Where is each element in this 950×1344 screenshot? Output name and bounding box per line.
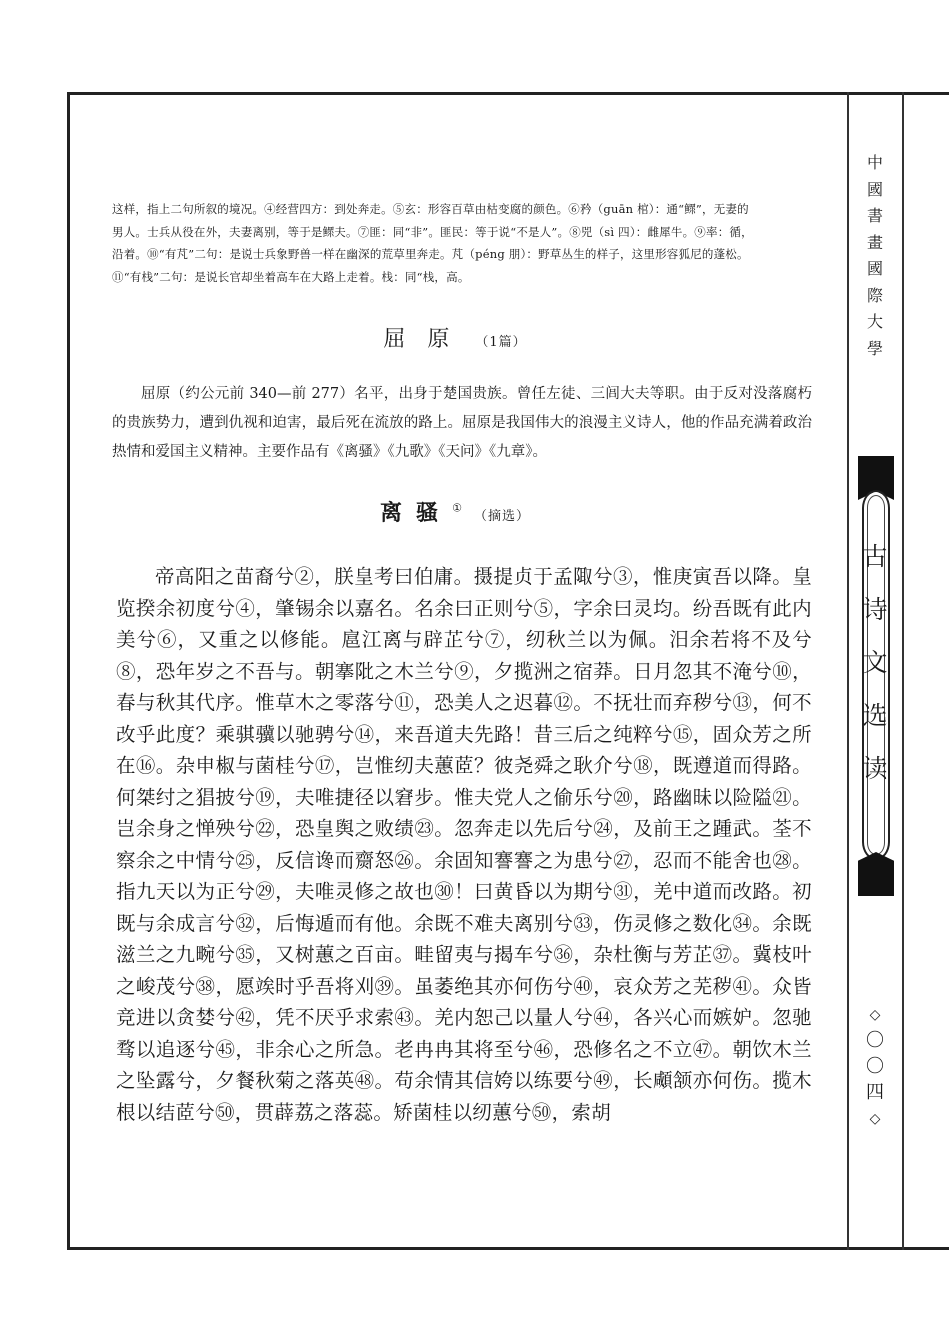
page-number <box>852 1002 898 1132</box>
poem-heading <box>0 496 910 527</box>
series-char: 國 <box>866 179 883 199</box>
footnotes <box>112 198 814 288</box>
series-char: 學 <box>866 338 883 358</box>
sidebar-rule-left <box>847 92 849 1250</box>
book-title-char: 古 <box>862 542 888 571</box>
poem-body: 帝高阳之苗裔兮②，朕皇考曰伯庸。摄提贞于孟陬兮③，惟庚寅吾以降。皇览揆余初度兮④，肇锡余以嘉名。名余曰正则兮⑤，字余曰灵均。纷吾既有此内美兮⑥，又重之以修能。扈江离与辟芷兮⑦，纫秋兰以为佩。汨余若将不及兮⑧，恐年岁之不吾与。朝搴阰之木兰兮⑨，夕揽洲之宿莽。日月忽其不淹兮⑩，春与秋其代序。惟草木之零落兮⑪，恐美人之迟暮⑫。不抚壮而弃秽兮⑬，何不改乎此度？乘骐骥以驰骋兮⑭，来吾道夫先路！昔三后之纯粹兮⑮，固众芳之所在⑯。杂申椒与菌桂兮⑰，岂惟纫夫蕙茝？彼尧舜之耿介兮⑱，既遵道而得路。何桀纣之猖披兮⑲，夫唯捷径以窘步。惟夫党人之偷乐兮⑳，路幽昧以险隘㉑。岂余身之惮殃兮㉒，恐皇舆之败绩㉓。忽奔走以先后兮㉔，及前王之踵武。荃不察余之中情兮㉕，反信谗而齌怒㉖。余固知謇謇之为患兮㉗，忍而不能舍也㉘。指九天以为正兮㉙，夫唯灵修之故也㉚！曰黄昏以为期兮㉛，羌中道而改路。初既与余成言兮㉜，后悔遁而有他。余既不难夫离别兮㉝，伤灵修之数化㉞。余既滋兰之九畹兮㉟，又树蕙之百亩。畦留夷与揭车兮㊱，杂杜衡与芳芷㊲。冀枝叶之峻茂兮㊳，愿竢时乎吾将刈㊴。虽萎绝其亦何伤兮㊵，哀众芳之芜秽㊶。众皆竞进以贪婪兮㊷，凭不厌乎求索㊸。羌内恕己以量人兮㊹，各兴心而嫉妒。忽驰骛以追逐兮㊺，非余心之所急。老冉冉其将至兮㊻，恐修名之不立㊼。朝饮木兰之坠露兮，夕餐秋菊之落英㊽。苟余情其信姱以练要兮㊾，长顑颔亦何伤。揽木根以结茝兮㊿，贯薜荔之落蕊。矫菌桂以纫蕙兮㊿，索胡 <box>116 565 812 1124</box>
poem-note-mark: ① <box>452 501 462 515</box>
book-title <box>850 530 900 795</box>
series-title <box>851 150 899 362</box>
series-char: 際 <box>866 285 883 305</box>
author-bio: 屈原（约公元前 340—前 277）名平，出身于楚国贵族。曾任左徒、三闾大夫等职。由于反对没落腐朽的贵族势力，遭到仇视和迫害，最后死在流放的路上。屈原是我国伟大的浪漫主义诗人，他的作品充满着政治热情和爱国主义精神。主要作品有《离骚》《九歌》《天问》《九章》。 <box>112 386 812 460</box>
sidebar-rule-right <box>902 92 904 1250</box>
poem-title: 离骚 <box>380 500 453 526</box>
series-char: 大 <box>866 312 883 331</box>
author-piece-count: （1篇） <box>475 335 527 350</box>
book-title-char: 选 <box>862 701 888 730</box>
series-char: 書 <box>866 206 883 225</box>
series-char: 國 <box>866 259 883 278</box>
page-number-digit: 〇 <box>866 1030 884 1051</box>
author-heading <box>0 322 910 353</box>
banner-bottom-ornament <box>858 852 894 896</box>
book-title-char: 诗 <box>862 595 888 624</box>
series-char: 畫 <box>866 232 883 252</box>
poem-excerpt-label: （摘选） <box>473 509 530 524</box>
footnote-line: 男人。士兵从役在外，夫妻离别，等于是鳏夫。⑦匪：同“非”。匪民：等于说“不是人”。⑧兕（sì 四）：雌犀牛。⑨率：循， <box>112 224 753 239</box>
author-name: 屈原 <box>383 327 472 352</box>
book-title-char: 读 <box>862 754 888 783</box>
footnote-line: 沿着。⑩“有芃”二句：是说士兵象野兽一样在幽深的荒草里奔走。芃（péng 朋）：野草丛生的样子，这里形容狐尼的蓬松。 <box>112 247 749 261</box>
series-char: 中 <box>866 153 883 172</box>
footnote-line: 这样，指上二句所叙的境况。④经营四方：到处奔走。⑤玄：形容百草由枯变腐的颜色。⑥矜（guān 棺）：通“鳏”，无妻的 <box>112 202 749 216</box>
book-title-char: 文 <box>862 648 888 677</box>
page-number-digit: 〇 <box>866 1056 884 1077</box>
diamond-ornament: ◇ <box>869 1007 881 1023</box>
diamond-ornament: ◇ <box>869 1111 881 1127</box>
footnote-line: ⑪“有栈”二句：是说长官却坐着高车在大路上走着。栈：同“栈，高。 <box>112 269 470 284</box>
page-number-digit: 四 <box>866 1082 884 1103</box>
